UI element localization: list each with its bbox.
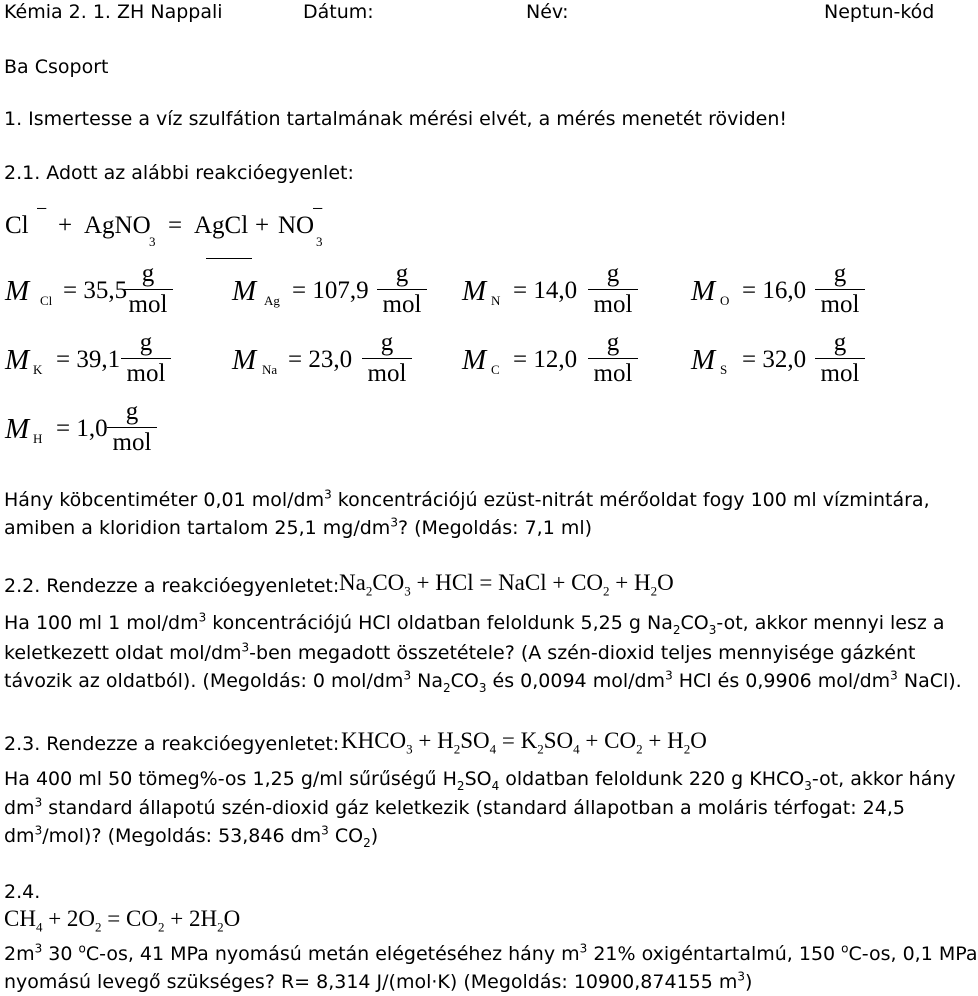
eq-cl-charge: − (36, 198, 48, 220)
eq-plus-1: + (58, 212, 73, 239)
eq-agno-sub: 3 (149, 234, 156, 249)
question-1: 1. Ismertesse a víz szulfátion tartalmának mérési elvét, a mérés menetét röviden! (4, 108, 788, 130)
unit-numerator: g (606, 329, 620, 356)
reaction-equation-2-4: $CH_4 + 2O_2 = CO_2 + 2H_2O$ (4, 906, 241, 935)
unit-denominator: mol (126, 360, 166, 387)
q21-text-a: Hány köbcentiméter 0,01 mol/dm (4, 489, 325, 511)
unit-denominator: mol (820, 291, 860, 318)
molar-mass-value: = 23,0 (288, 346, 353, 373)
molar-mass-subscript: Cl (40, 293, 53, 308)
molar-mass-unit (815, 259, 865, 320)
unit-numerator: g (833, 260, 847, 287)
molar-mass-value: = 35,5 (63, 277, 128, 304)
unit-denominator: mol (112, 429, 152, 456)
molar-mass-unit (107, 397, 157, 458)
molar-mass-subscript: Na (262, 362, 278, 377)
q21-sup-2: 3 (390, 515, 398, 530)
molar-mass-value: = 16,0 (742, 277, 807, 304)
reaction-equation-2-3: $KHCO_3 + H_2SO_4 = K_2SO_4 + CO_2 + H_2O$ (341, 728, 707, 757)
question-2-2-line-2: keletkezett oldat mol/$dm^3$-ben megadott összetétele? (A szén-dioxid teljes mennyisége gázként (4, 640, 916, 664)
molar-mass-symbol: M (462, 275, 487, 307)
question-2-4-line-1: $2m^3$ 30 $^o$C-os, 41 MPa nyomású metán elégetéséhez hány $m^3$ 21% oxigéntartalmú, 150 $^o$C-os, 0,1 MPa (4, 941, 978, 965)
molar-mass-value: = 107,9 (292, 277, 369, 304)
question-2-4-line-2: nyomású levegő szükséges? R= 8,314 J/(mol·K) (Megoldás: 10900,874155 $m^3$) (4, 969, 753, 993)
unit-denominator: mol (593, 360, 633, 387)
molar-mass-unit (815, 328, 865, 389)
molar-mass-subscript: N (491, 293, 501, 308)
molar-mass-symbol: M (691, 344, 716, 376)
reaction-equation-2-2: $Na_2CO_3$ + HCl = NaCl + $CO_2 + H_2O$ (339, 570, 674, 599)
precipitate-underline (206, 258, 252, 259)
molar-mass-symbol: M (5, 344, 30, 376)
molar-mass-value: = 12,0 (513, 346, 578, 373)
molar-mass-subscript: S (720, 362, 728, 377)
question-2-2-line-1: Ha 100 ml 1 mol/$dm^3$ koncentrációjú HCl oldatban feloldunk 5,25 g $Na_2CO_3-ot$, akkor mennyi lesz a (4, 610, 945, 637)
neptun-label: Neptun-kód (824, 1, 935, 23)
question-2-3-label: 2.3. Rendezze a reakcióegyenletet: (4, 733, 340, 755)
unit-numerator: g (833, 329, 847, 356)
unit-denominator: mol (128, 291, 168, 318)
question-2-4-label: 2.4. (4, 881, 41, 903)
molar-mass-subscript: H (33, 431, 43, 446)
molar-mass-unit (588, 328, 638, 389)
q21-text-c: amiben a kloridion tartalom 25,1 mg/dm (4, 517, 391, 539)
question-2-3-line-1: Ha 400 ml 50 tömeg%-os 1,25 g/ml sűrűségű $H_2SO_4$ oldatban feloldunk 220 g $KHCO_3-ot$, akkor hány (4, 768, 956, 793)
molar-mass-value: = 1,0 (56, 415, 108, 442)
molar-mass-value: = 32,0 (742, 346, 807, 373)
question-2-1-intro: 2.1. Adott az alábbi reakcióegyenlet: (4, 162, 354, 184)
unit-denominator: mol (382, 291, 422, 318)
group-label: Ba Csoport (4, 56, 109, 78)
eq-no-sub: 3 (316, 234, 323, 249)
molar-mass-value: = 14,0 (513, 277, 578, 304)
unit-denominator: mol (820, 360, 860, 387)
molar-mass-symbol: M (691, 275, 716, 307)
eq-agcl: AgCl (194, 212, 249, 239)
eq-cl: Cl (5, 212, 29, 239)
eq-equals: = (168, 212, 183, 239)
molar-mass-value: = 39,1 (56, 346, 121, 373)
eq-agno: AgNO (84, 212, 151, 239)
molar-mass-subscript: K (33, 362, 43, 377)
unit-denominator: mol (593, 291, 633, 318)
question-2-1-line-2 (4, 516, 592, 540)
molar-mass-symbol: M (5, 275, 30, 307)
eq-no: NO (278, 212, 315, 239)
q21-text-b: koncentrációjú ezüst-nitrát mérőoldat fogy 100 ml vízmintára, (331, 489, 930, 511)
question-2-2-label: 2.2. Rendezze a reakcióegyenletet: (4, 575, 340, 597)
molar-mass-symbol: M (232, 344, 257, 376)
question-2-3-line-2: $dm^3$ standard állapotú szén-dioxid gáz keletkezik (standard állapotban a moláris térfogat: 24,5 (4, 795, 905, 819)
unit-numerator: g (141, 260, 155, 287)
name-label: Név: (526, 1, 569, 23)
molar-mass-unit (362, 328, 412, 389)
eq-no-charge: − (312, 198, 324, 220)
molar-mass-symbol: M (462, 344, 487, 376)
molar-mass-symbol: M (232, 275, 257, 307)
molar-mass-subscript: O (720, 293, 730, 308)
question-2-1-line-1 (4, 488, 930, 512)
question-2-3-line-3: $dm^3/mol$)? (Megoldás: 53,846 $dm^3$ $CO_2$) (4, 823, 379, 850)
q21-text-d: ? (Megoldás: 7,1 ml) (397, 517, 593, 539)
eq-plus-2: + (255, 212, 270, 239)
date-label: Dátum: (303, 1, 374, 23)
molar-mass-subscript: Ag (264, 293, 280, 308)
molar-mass-unit (121, 328, 171, 389)
unit-numerator: g (139, 329, 153, 356)
unit-numerator: g (125, 398, 139, 425)
molar-mass-unit (123, 259, 173, 320)
unit-numerator: g (395, 260, 409, 287)
q21-sup: 3 (324, 487, 332, 502)
molar-mass-unit (588, 259, 638, 320)
question-2-2-line-3: távozik az oldatból). (Megoldás: 0 mol/$dm^3$ $Na_2CO_3$ és 0,0094 mol/$dm^3$ HCl és 0,9906 mol/$dm^3$ NaCl). (4, 668, 962, 695)
molar-mass-unit (377, 259, 427, 320)
course-title: Kémia 2. 1. ZH Nappali (4, 1, 223, 23)
unit-numerator: g (380, 329, 394, 356)
unit-denominator: mol (367, 360, 407, 387)
molar-mass-symbol: M (5, 413, 30, 445)
molar-mass-subscript: C (491, 362, 500, 377)
unit-numerator: g (606, 260, 620, 287)
